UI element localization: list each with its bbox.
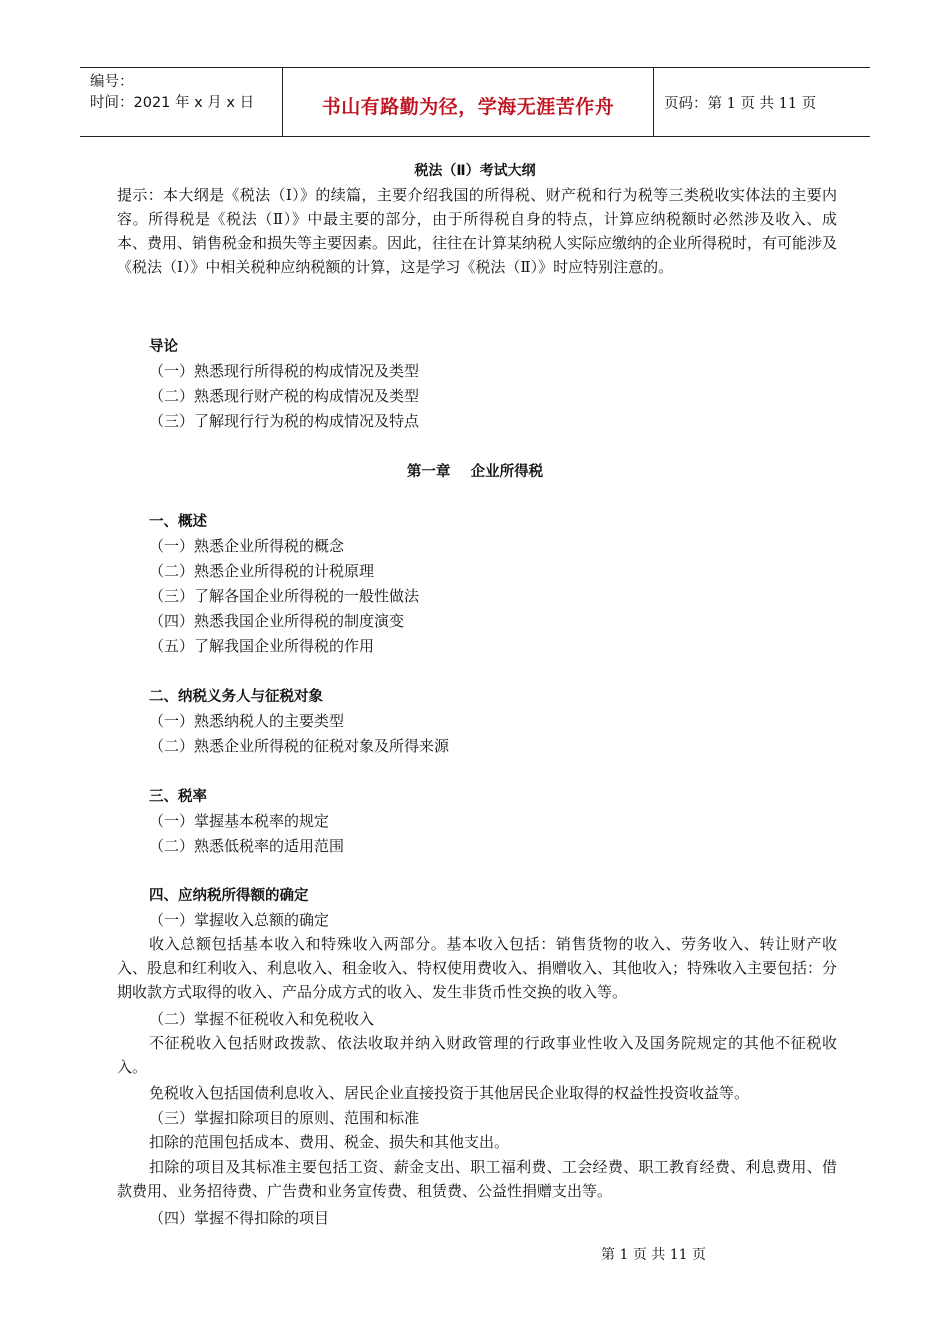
list-item: （一）熟悉现行所得税的构成情况及类型 (149, 362, 420, 380)
section-heading-taxable-income: 四、应纳税所得额的确定 (149, 888, 309, 904)
document-title: 税法（Ⅱ）考试大纲 (414, 163, 536, 179)
page-footer: 第 1 页 共 11 页 (601, 1247, 706, 1263)
header-page-label: 页码：第 1 页 共 11 页 (664, 95, 817, 112)
time-label: 时间：2021 年 x 月 x 日 (90, 95, 255, 111)
list-item: （一）掌握基本税率的规定 (149, 812, 330, 830)
list-item: （五）了解我国企业所得税的作用 (149, 637, 375, 655)
intro-text: 提示：本大纲是《税法（Ⅰ）》的续篇，主要介绍我国的所得税、财产税和行为税等三类税收实体法的主要内容。所得税是《税法（Ⅱ）》中最主要的部分，由于所得税自身的特点，计算应纳税额时必然涉及收入、成本、费用、销售税金和损失等主要因素。因此，往往在计算某纳税人实际应缴纳的企业所得税时，有可能涉及《税法（Ⅰ）》中相关税种应纳税额的计算，这是学习《税法（Ⅱ）》时应特别注意的。 (117, 186, 838, 276)
number-label: 编号： (90, 74, 134, 90)
list-item: （一）熟悉企业所得税的概念 (149, 537, 345, 555)
list-item: （三）了解各国企业所得税的一般性做法 (149, 587, 420, 605)
list-item: （一）掌握收入总额的确定 (149, 911, 330, 929)
section-heading-intro: 导论 (149, 339, 178, 355)
section-heading-taxpayer: 二、纳税义务人与征税对象 (149, 689, 323, 705)
list-item: （二）熟悉现行财产税的构成情况及类型 (149, 387, 420, 405)
body-paragraph: 扣除的范围包括成本、费用、税金、损失和其他支出。 (149, 1133, 510, 1151)
list-item: （四）熟悉我国企业所得税的制度演变 (149, 612, 405, 630)
header-motto: 书山有路勤为径，学海无涯苦作舟 (282, 68, 654, 136)
body-paragraph: 收入总额包括基本收入和特殊收入两部分。基本收入包括：销售货物的收入、劳务收入、转让财产收入、股息和红利收入、利息收入、租金收入、特权使用费收入、捐赠收入、其他收入；特殊收入主要包括：分期收款方式取得的收入、产品分成方式的收入、发生非货币性交换的收入等。 (117, 935, 838, 1001)
section-heading-overview: 一、概述 (149, 514, 207, 530)
body-paragraph: 免税收入包括国债利息收入、居民企业直接投资于其他居民企业取得的权益性投资收益等。 (149, 1084, 750, 1102)
list-item: （一）熟悉纳税人的主要类型 (149, 712, 345, 730)
list-item: （三）了解现行行为税的构成情况及特点 (149, 412, 420, 430)
list-item: （二）熟悉企业所得税的征税对象及所得来源 (149, 737, 450, 755)
list-item: （四）掌握不得扣除的项目 (149, 1209, 330, 1227)
list-item: （二）熟悉低税率的适用范围 (149, 837, 345, 855)
chapter-title: 第一章 企业所得税 (406, 464, 544, 480)
body-paragraph: 不征税收入包括财政拨款、依法收取并纳入财政管理的行政事业性收入及国务院规定的其他不征税收入。 (117, 1034, 837, 1076)
list-item: （二）熟悉企业所得税的计税原理 (149, 562, 375, 580)
header-left-cell (80, 68, 282, 136)
section-heading-rate: 三、税率 (149, 789, 207, 805)
page-header (80, 67, 870, 137)
body-paragraph: 扣除的项目及其标准主要包括工资、薪金支出、职工福利费、工会经费、职工教育经费、利息费用、借款费用、业务招待费、广告费和业务宣传费、租赁费、公益性捐赠支出等。 (117, 1158, 837, 1200)
list-item: （二）掌握不征税收入和免税收入 (149, 1010, 375, 1028)
list-item: （三）掌握扣除项目的原则、范围和标准 (149, 1109, 420, 1127)
intro-paragraph (117, 183, 837, 279)
